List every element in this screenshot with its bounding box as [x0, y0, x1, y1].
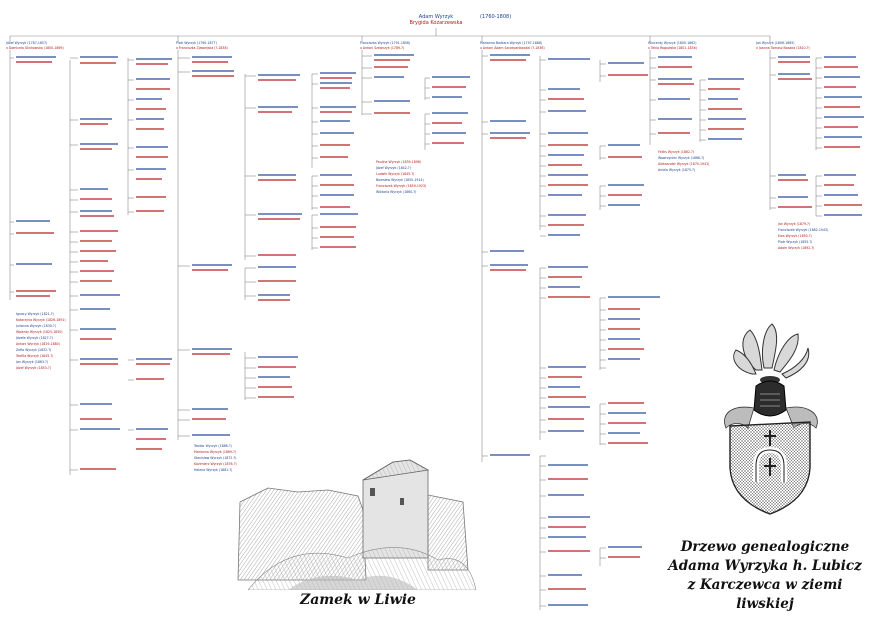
leaf-14: Kazimierz Wyrzyk (1876-?) [194, 462, 237, 466]
leaf-12: Marianna Wyrzyk (1869-?) [194, 450, 237, 454]
gen2-node-4 [480, 41, 545, 51]
leaf-11: Teodor Wyrzyk (1866-?) [194, 444, 232, 448]
gen2-node-2 [176, 41, 228, 51]
leaf-3: Julianna Wyrzyk (1830-?) [16, 324, 56, 328]
gen2-female-1: x Domicela Glinkowska (1800-1869) [6, 46, 64, 50]
leaf-18: Ludwik Wyrzyk (1845-?) [376, 172, 415, 176]
leaf-2: Katarzyna Wyrzyk (1826-1891) [16, 318, 66, 322]
castle-caption: Zamek w Liwie [300, 592, 416, 608]
gen2-male-2: Piotr Wyrzyk (1790-1877) [176, 41, 217, 45]
leaf-8: Teofila Wyrzyk (1845-?) [16, 354, 54, 358]
leaf-30: Adam Wyrzyk (1892-?) [778, 246, 815, 250]
leaf-16: Paulina Wyrzyk (1839-1898) [376, 160, 422, 164]
root-couple [0, 14, 872, 26]
leaf-6: Antoni Wyrzyk (1829-1880) [16, 342, 60, 346]
gen2-female-6: x Joanna Tomasz Nosaka (1810-?) [756, 46, 810, 50]
gen2-female-4: x Antoni Adam Szczepankowski (?-1836) [480, 46, 545, 50]
root-dates: (1760-1808) [480, 14, 512, 20]
gen2-male-1: Józef Wyrzyk (1787-1857) [6, 41, 48, 45]
leaf-15: Helena Wyrzyk (1881-?) [194, 468, 233, 472]
leaf-13: Stanisław Wyrzyk (1872-?) [194, 456, 237, 460]
leaf-1: Ignacy Wyrzyk (1821-?) [16, 312, 54, 316]
gen2-male-4: Marianna Barbara Wyrzyk (1797-1868) [480, 41, 543, 45]
leaf-23: Wawrzyniec Wyrzyk (1866-?) [658, 156, 705, 160]
coat-of-arms-image [712, 318, 830, 518]
leaf-5: Józefa Wyrzyk (1827-?) [16, 336, 53, 340]
leaf-29: Piotr Wyrzyk (1855-?) [778, 240, 813, 244]
root-female: Brygida Kozarzewska [409, 20, 463, 26]
leaf-17: Józef Wyrzyk (1842-?) [376, 166, 411, 170]
gen2-female-2: x Franciszka Zjawiejska (?-1838) [176, 46, 228, 50]
leaf-26: Jan Wyrzyk (1879-?) [778, 222, 811, 226]
leaf-22: Feliks Wyrzyk (1862-?) [658, 150, 695, 154]
leaf-9: Jan Wyrzyk (1863-?) [16, 360, 49, 364]
gen2-female-5: x Tekla Rogowska (1801-1836) [648, 46, 697, 50]
gen2-male-5: Wincenty Wyrzyk (1800-1862) [648, 41, 697, 45]
leaf-27: Franciszek Wyrzyk (1882-1943) [778, 228, 829, 232]
gen2-female-3: x Antoni Szewczyk (1789-?) [360, 46, 405, 50]
gen2-node-5 [648, 41, 697, 51]
caption-line-3: z Karczewca w ziemi liwskiej [687, 577, 843, 612]
gen2-node-6 [756, 41, 810, 51]
tree-title-caption [660, 538, 870, 614]
gen2-node-1 [6, 41, 64, 51]
leaf-19: Bolesław Wyrzyk (1855-1914) [376, 178, 424, 182]
castle-illustration [228, 440, 478, 590]
leaf-20: Franciszek Wyrzyk (1859-1923) [376, 184, 427, 188]
caption-line-2: Adama Wyrzyka h. Lubicz [668, 558, 862, 574]
leaf-4: Walenty Wyrzyk (1825-1850) [16, 330, 63, 334]
root-male: Adam Wyrzyk [418, 14, 454, 20]
leaf-7: Zofia Wyrzyk (1832-?) [16, 348, 52, 352]
gen2-male-6: Jan Wyrzyk (1806-1885) [756, 41, 795, 45]
leaf-25: Aniela Wyrzyk (1875-?) [658, 168, 696, 172]
leaf-21: Wiktoria Wyrzyk (1860-?) [376, 190, 417, 194]
gen2-male-3: Franciszka Wyrzyk (1791-1856) [360, 41, 411, 45]
caption-line-1: Drzewo genealogiczne [680, 539, 850, 555]
leaf-10: Józef Wyrzyk (1853-?) [16, 366, 51, 370]
leaf-28: Ewa Wyrzyk (1850-?) [778, 234, 812, 238]
gen2-node-3 [360, 41, 410, 51]
leaf-24: Aleksander Wyrzyk (1870-1941) [658, 162, 710, 166]
